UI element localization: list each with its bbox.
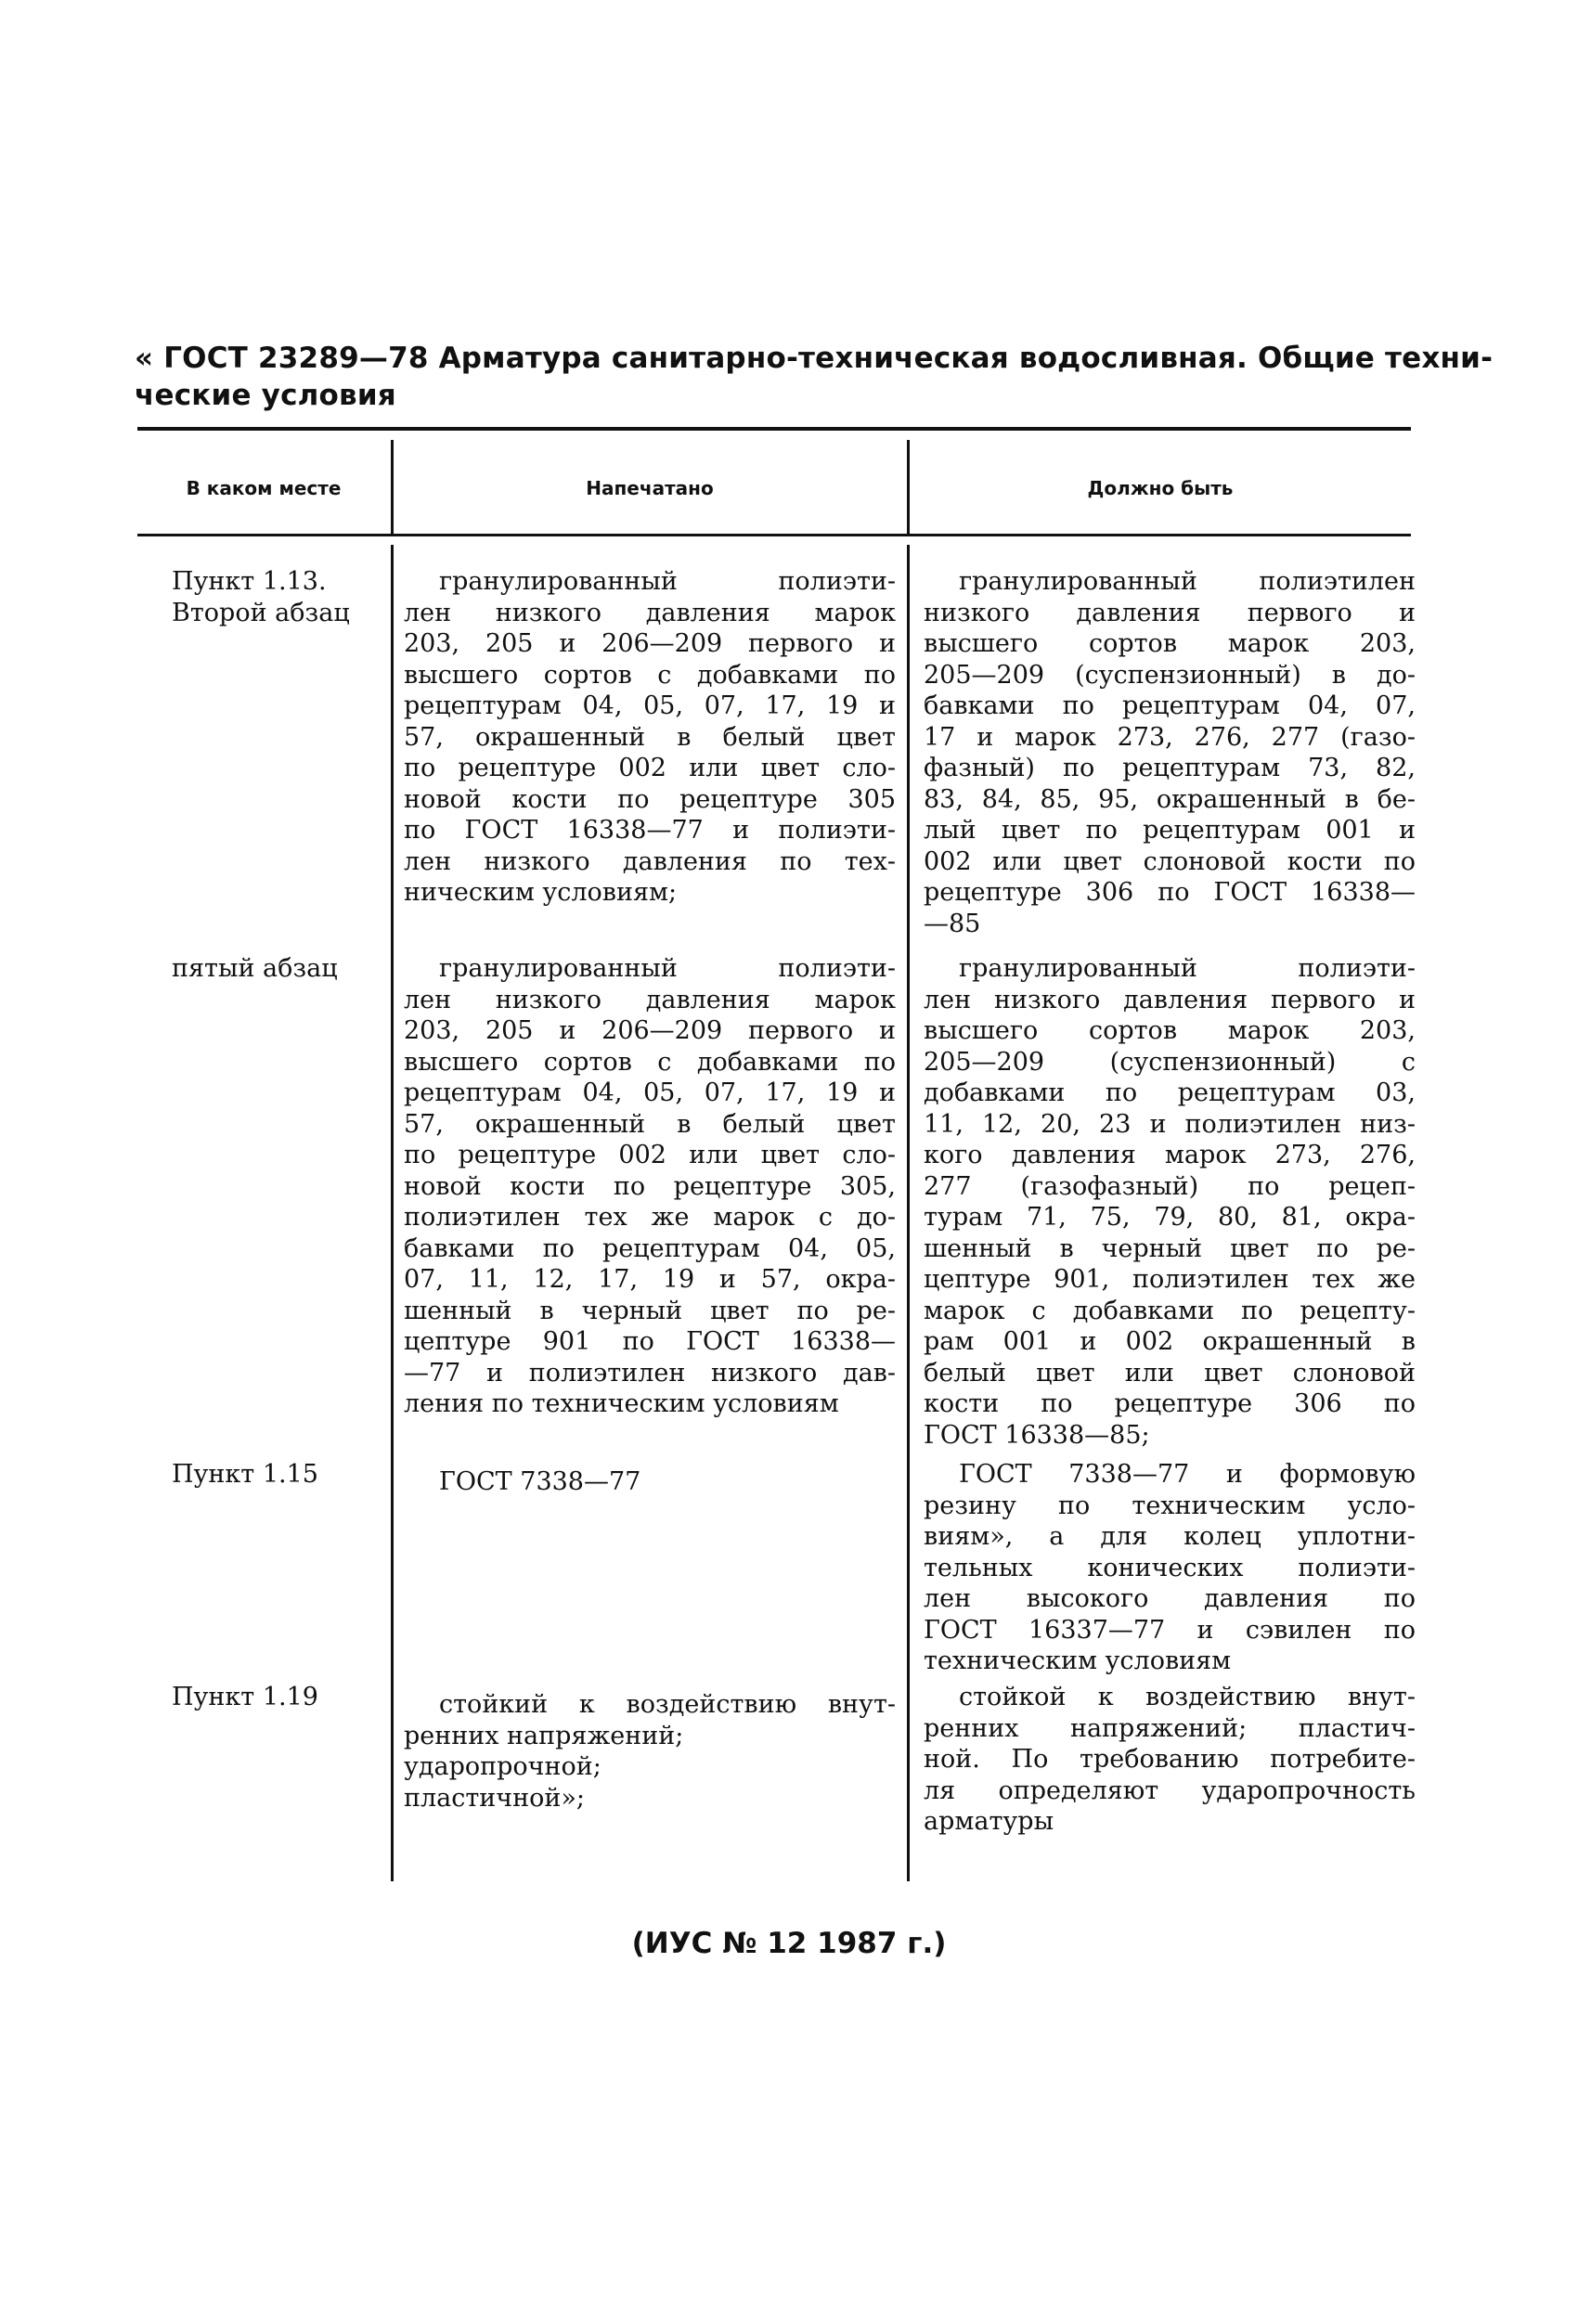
document-title: [135, 340, 1494, 414]
row2-printed: гранулированный полиэти- лен низкого давления марок 203, 205 и 206—209 первого и высшего сортов с добавками по рецептурам 04, 05, 07, 17, 19 и 57, окрашенный в белый цвет по рецептуре 002 или цвет сло- новой кости по рецептуре 305, полиэтилен тех же марок с до- бавками по рецептурам 04, 05, 07, 11, 12, 17, 19 и 57, окра- шенный в черный цвет по ре- цептуре 901 по ГОСТ 16338— —77 и полиэтилен низкого дав- ления по техническим условиям: [404, 954, 896, 1418]
row1-place: Пункт 1.13. Второй абзац: [172, 567, 350, 627]
table-header-rule: [137, 534, 1411, 536]
row1-correct: гранулированный полиэтилен низкого давления первого и высшего сортов марок 203, 205—209 (суспензионный) в до- бавками по рецептурам 04, 07, 17 и марок 273, 276, 277 (газо- фазный) по рецептурам 73, 82, 83, 84, 85, 95, окрашенный в бе- лый цвет по рецептурам 001 и 002 или цвет слоновой кости по рецептуре 306 по ГОСТ 16338— —85: [924, 567, 1416, 938]
row3-correct: ГОСТ 7338—77 и формовую резину по техническим усло- виям», а для колец уплотни- тельных конических полиэти- лен высокого давления по ГОСТ 16337—77 и сэвилен по техническим условиям: [924, 1460, 1416, 1675]
header-printed: Напечатано: [586, 477, 714, 499]
row2-place: пятый абзац: [172, 954, 338, 983]
column-divider-1-body: [391, 545, 394, 1881]
title-line-2: ческие условия: [135, 379, 396, 412]
row4-correct: стойкой к воздействию внут- ренних напряжений; пластич- ной. По требованию потребите- ля определяют ударопрочность арматуры: [924, 1683, 1416, 1836]
title-line-1: « ГОСТ 23289—78 Арматура санитарно-техническая водосливная. Общие техни-: [135, 342, 1494, 375]
header-correct: Должно быть: [1087, 477, 1234, 499]
row3-printed: ГОСТ 7338—77: [439, 1467, 641, 1496]
header-place: В каком месте: [186, 477, 342, 499]
row2-correct: гранулированный полиэти- лен низкого давления первого и высшего сортов марок 203, 205—209 (суспензионный) с добавками по рецептурам 03, 11, 12, 20, 23 и полиэтилен низ- кого давления марок 273, 276, 277 (газофазный) по рецеп- турам 71, 75, 79, 80, 81, окра- шенный в черный цвет по ре- цептуре 901, полиэтилен тех же марок с добавками по рецепту- рам 001 и 002 окрашенный в белый цвет или цвет слоновой кости по рецептуре 306 по ГОСТ 16338—85;: [924, 954, 1416, 1450]
table-top-rule: [137, 427, 1411, 431]
column-divider-2-body: [907, 545, 910, 1881]
row4-place: Пункт 1.19: [172, 1683, 318, 1711]
row4-printed: стойкий к воздействию внут- ренних напряжений; ударопрочной; пластичной»;: [404, 1690, 896, 1813]
row1-printed: гранулированный полиэти- лен низкого давления марок 203, 205 и 206—209 первого и высшего сортов с добавками по рецептурам 04, 05, 07, 17, 19 и 57, окрашенный в белый цвет по рецептуре 002 или цвет сло- новой кости по рецептуре 305 по ГОСТ 16338—77 и полиэти- лен низкого давления по тех- ническим условиям;: [404, 567, 896, 907]
source-reference: (ИУС № 12 1987 г.): [631, 1927, 947, 1960]
row3-place: Пункт 1.15: [172, 1460, 318, 1489]
